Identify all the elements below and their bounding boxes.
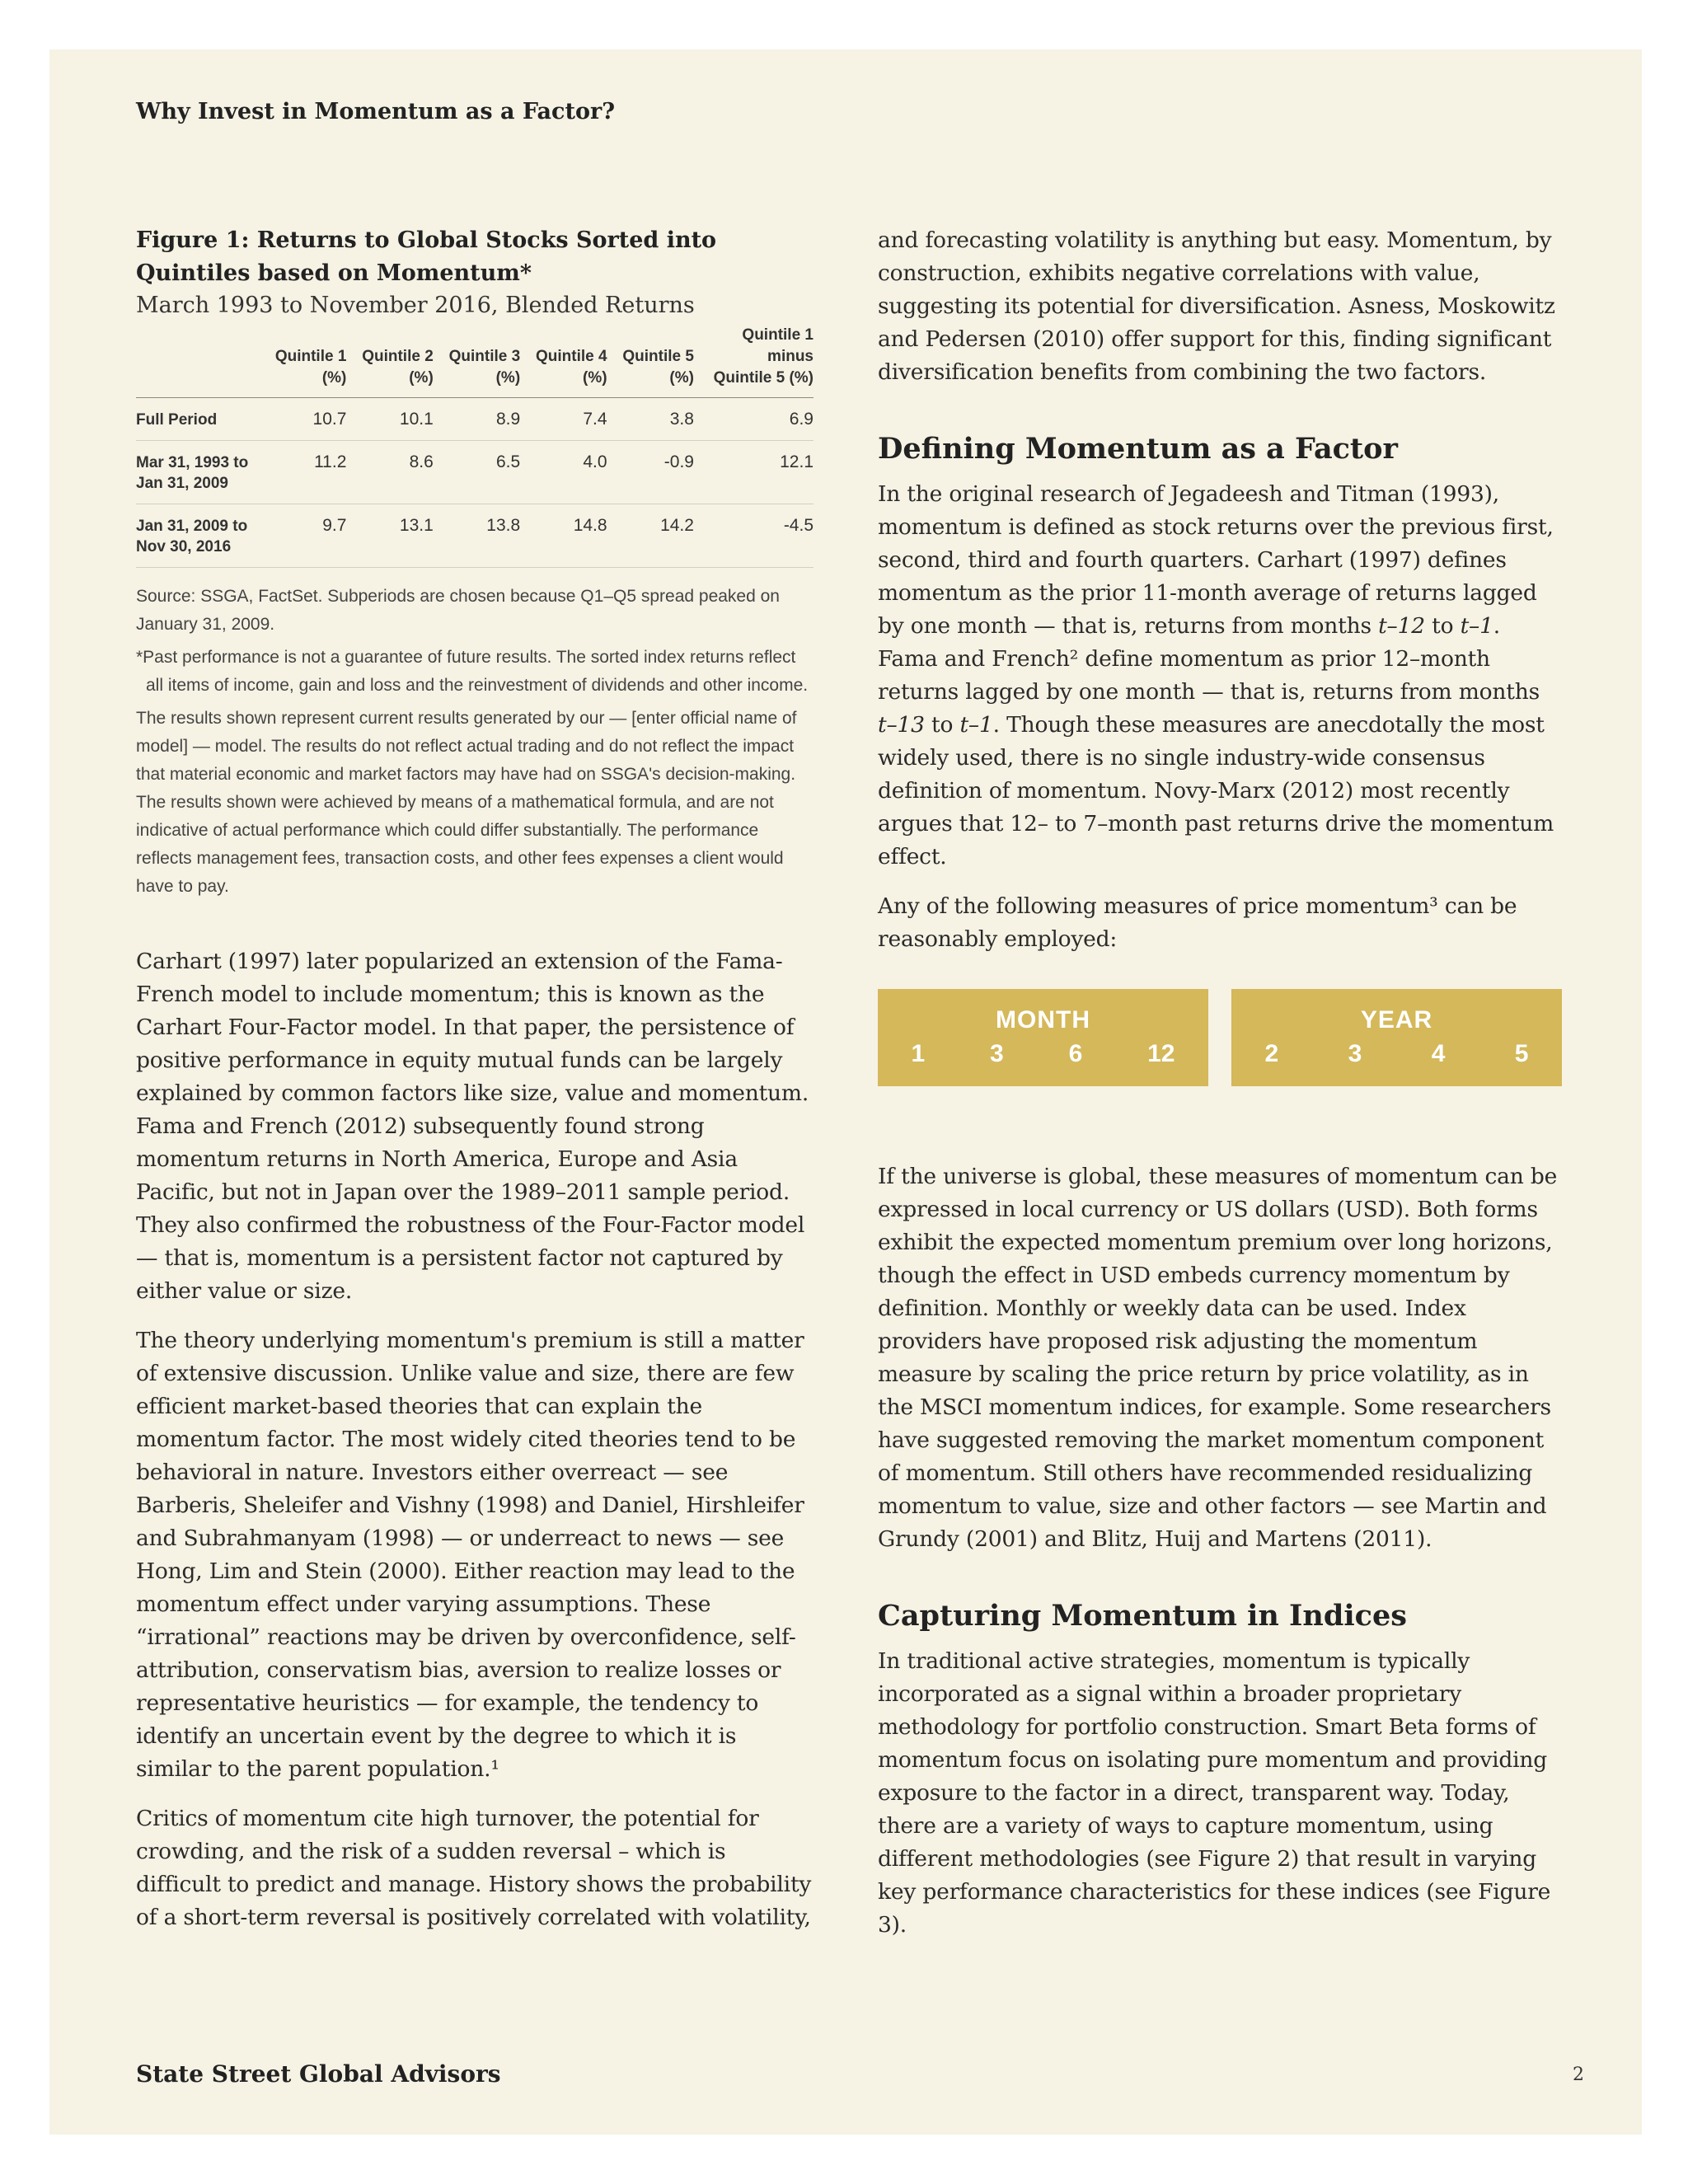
paragraph: Critics of momentum cite high turnover, the potential for crowding, and the risk of a sudden reversal – which is difficult to predict and manage. History shows the probability of a short-term reversal is positively correlated with volatility, bbox=[136, 1806, 812, 1930]
table-column-header bbox=[136, 325, 260, 398]
table-cell: 10.1 bbox=[346, 398, 433, 441]
table-cell: 4.0 bbox=[520, 441, 607, 504]
row-label: Mar 31, 1993 to Jan 31, 2009 bbox=[136, 441, 260, 504]
table-cell: 8.9 bbox=[434, 398, 520, 441]
paragraph: In traditional active strategies, momentum is typically incorporated as a signal within a broader proprietary methodology for portfolio construction. Smart Beta forms of momentum focus on isolating pure momentum and providing exposure to the factor in a direct, transparent way. Today, there are a variety of ways to capture momentum, using different methodologies (see Figure 2) that result in varying key performance characteristics for these indices (see Figure 3). bbox=[878, 1648, 1551, 1938]
year-value: 5 bbox=[1514, 1040, 1529, 1067]
footer-company: State Street Global Advisors bbox=[136, 2060, 501, 2088]
table-cell: -0.9 bbox=[607, 441, 694, 504]
table-cell: 14.2 bbox=[607, 504, 694, 568]
figure-1 bbox=[136, 224, 814, 901]
year-box-title: YEAR bbox=[1360, 1006, 1433, 1033]
table-cell: 7.4 bbox=[520, 398, 607, 441]
figure-source: Source: SSGA, FactSet. Subperiods are chosen because Q1–Q5 spread peaked on January 31, 2009. bbox=[136, 587, 780, 634]
page-panel bbox=[49, 49, 1642, 2135]
paragraph: In the original research of Jegadeesh and Titman (1993), momentum is defined as stock returns over the previous first, second, third and fourth quarters. Carhart (1997) defines momentum as the prior 11-month average of returns lagged by one month — that is, returns from months t–12 to t–1. Fama and French² define momentum as prior 12–month returns lagged by one month — that is, returns from months t–13 to t–1. Though these measures are anecdotally the most widely used, there is no single industry-wide consensus definition of momentum. Novy-Marx (2012) most recently argues that 12– to 7–month past returns drive the momentum effect. bbox=[878, 481, 1554, 869]
table-cell: 13.8 bbox=[434, 504, 520, 568]
momentum-measures bbox=[878, 989, 1562, 1086]
table-cell: 10.7 bbox=[260, 398, 346, 441]
figure-disclaimer: The results shown represent current results generated by our — [enter official name of model] — model. The results do not reflect actual trading and do not reflect the impact that material economic and market factors may have had on SSGA's decision-making. The results shown were achieved by means of a mathematical formula, and are not indicative of actual performance which could differ substantially. The performance reflects management fees, transaction costs, and other fees expenses a client would have to pay. bbox=[136, 709, 797, 896]
table-column-header: Quintile 5 (%) bbox=[607, 325, 694, 398]
month-value: 3 bbox=[990, 1040, 1004, 1067]
paragraph: Carhart (1997) later popularized an extension of the Fama-French model to include momentum; this is known as the Carhart Four-Factor model. In that paper, the persistence of positive performance in equity mutual funds can be largely explained by common factors like size, value and momentum. Fama and French (2012) subsequently found strong momentum returns in North America, Europe and Asia Pacific, but not in Japan over the 1989–2011 sample period. They also confirmed the robustness of the Four-Factor model — that is, momentum is a persistent factor not captured by either value or size. bbox=[136, 949, 809, 1304]
figure-subtitle: March 1993 to November 2016, Blended Returns bbox=[136, 293, 695, 318]
section-heading: Defining Momentum as a Factor bbox=[878, 432, 1398, 466]
paragraph: If the universe is global, these measures of momentum can be expressed in local currency or US dollars (USD). Both forms exhibit the expected momentum premium over long horizons, though the effect in USD embeds currency momentum by definition. Monthly or weekly data can be used. Index providers have proposed risk adjusting the momentum measure by scaling the price return by price volatility, as in the MSCI momentum indices, for example. Some researchers have suggested removing the market momentum component of momentum. Still others have recommended residualizing momentum to value, size and other factors — see Martin and Grundy (2001) and Blitz, Huij and Martens (2011). bbox=[878, 1164, 1558, 1552]
table-cell: 9.7 bbox=[260, 504, 346, 568]
running-header: Why Invest in Momentum as a Factor? bbox=[136, 99, 616, 124]
table-row bbox=[136, 441, 814, 504]
row-label: Jan 31, 2009 to Nov 30, 2016 bbox=[136, 504, 260, 568]
paragraph: Any of the following measures of price momentum³ can be reasonably employed: bbox=[878, 893, 1517, 952]
table-cell: 12.1 bbox=[694, 441, 814, 504]
table-cell: 11.2 bbox=[260, 441, 346, 504]
table-cell: 3.8 bbox=[607, 398, 694, 441]
table-column-header: Quintile 4 (%) bbox=[520, 325, 607, 398]
table-header-row bbox=[136, 325, 814, 398]
table-body bbox=[136, 398, 814, 568]
table-cell: 6.9 bbox=[694, 398, 814, 441]
row-label: Full Period bbox=[136, 398, 260, 441]
year-measure-box bbox=[1231, 989, 1562, 1086]
table-row bbox=[136, 398, 814, 441]
left-column bbox=[136, 224, 814, 1951]
table-row bbox=[136, 504, 814, 568]
year-value: 2 bbox=[1264, 1040, 1279, 1067]
table-cell: 8.6 bbox=[346, 441, 433, 504]
paragraph: and forecasting volatility is anything but easy. Momentum, by construction, exhibits negative correlations with value, suggesting its potential for diversification. Asness, Moskowitz and Pedersen (2010) offer support for this, finding significant diversification benefits from combining the two factors. bbox=[878, 227, 1555, 385]
figure-title: Figure 1: Returns to Global Stocks Sorted into Quintiles based on Momentum* bbox=[136, 227, 717, 286]
year-value: 3 bbox=[1348, 1040, 1362, 1067]
table-column-header: Quintile 2 (%) bbox=[346, 325, 433, 398]
table-column-header: Quintile 1 (%) bbox=[260, 325, 346, 398]
month-value: 12 bbox=[1147, 1040, 1175, 1067]
paragraph: The theory underlying momentum's premium is still a matter of extensive discussion. Unlike value and size, there are few efficient market-based theories that can explain the momentum factor. The most widely cited theories tend to be behavioral in nature. Investors either overreact — see Barberis, Sheleifer and Vishny (1998) and Daniel, Hirshleifer and Subrahmanyam (1998) — or underreact to news — see Hong, Lim and Stein (2000). Either reaction may lead to the momentum effect under varying assumptions. These “irrational” reactions may be driven by overconfidence, self-attribution, conservatism bias, aversion to realize losses or representative heuristics — for example, the tendency to identify an uncertain event by the degree to which it is similar to the parent population.¹ bbox=[136, 1328, 804, 1782]
table-cell: 14.8 bbox=[520, 504, 607, 568]
returns-table bbox=[136, 325, 814, 568]
month-measure-box bbox=[878, 989, 1208, 1086]
year-value: 4 bbox=[1431, 1040, 1446, 1067]
month-box-title: MONTH bbox=[996, 1006, 1090, 1033]
table-cell: -4.5 bbox=[694, 504, 814, 568]
month-value: 6 bbox=[1068, 1040, 1083, 1067]
page-number: 2 bbox=[1573, 2064, 1584, 2085]
figure-footnote: *Past performance is not a guarantee of future results. The sorted index returns reflect all items of income, gain and loss and the reinvestment of dividends and other income. bbox=[136, 648, 809, 695]
month-value: 1 bbox=[911, 1040, 926, 1067]
table-column-header: Quintile 1 minus Quintile 5 (%) bbox=[694, 325, 814, 398]
table-column-header: Quintile 3 (%) bbox=[434, 325, 520, 398]
section-heading: Capturing Momentum in Indices bbox=[878, 1599, 1407, 1633]
right-column bbox=[878, 224, 1562, 1958]
table-cell: 13.1 bbox=[346, 504, 433, 568]
left-body bbox=[136, 945, 814, 1934]
table-cell: 6.5 bbox=[434, 441, 520, 504]
